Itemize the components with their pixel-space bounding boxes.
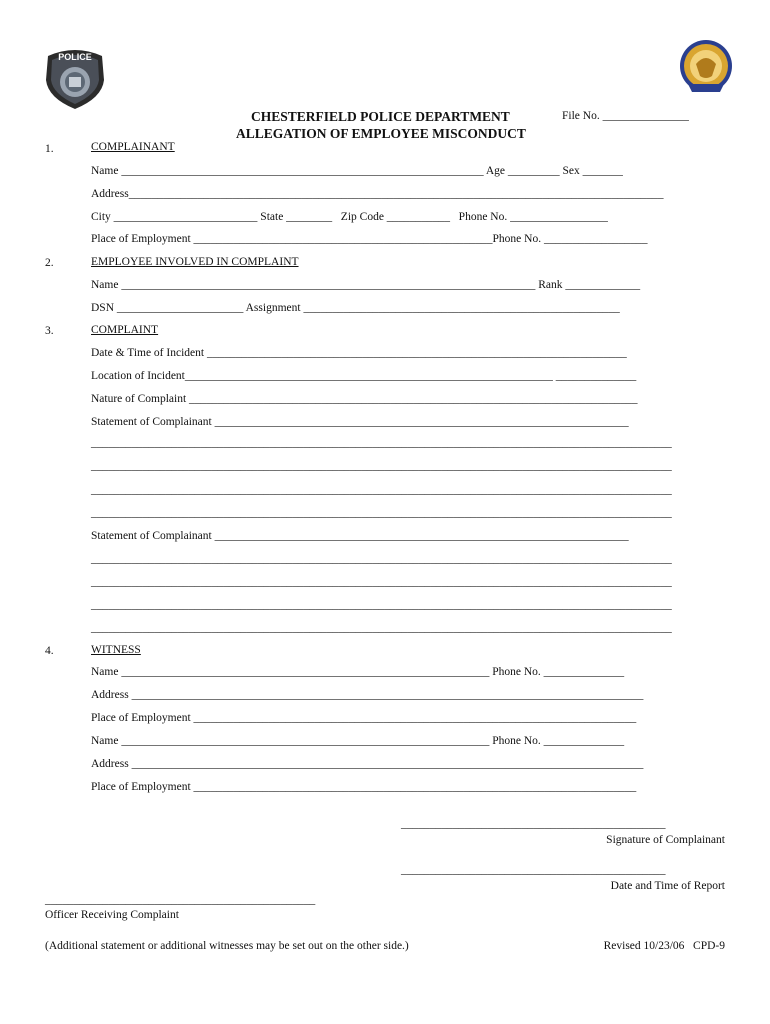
- statement-blank-line[interactable]: _____________________________________________________________________________________________________: [91, 507, 672, 519]
- statement-blank-line[interactable]: _____________________________________________________________________________________________________: [91, 437, 672, 449]
- employee-name-field[interactable]: Name ________________________________________________________________________ Rank _____________: [91, 279, 641, 291]
- state-seal-logo: [678, 36, 734, 96]
- section-number-1: 1.: [45, 143, 54, 155]
- complainant-employment-field[interactable]: Place of Employment ____________________________________________________Phone No. __________________: [91, 233, 648, 245]
- employee-dsn-field[interactable]: DSN ______________________ Assignment _______________________________________________________: [91, 302, 620, 314]
- revision-label: Revised 10/23/06 CPD-9: [603, 940, 725, 952]
- complainant-signature-label: Signature of Complainant: [606, 834, 725, 846]
- complainant-name-field[interactable]: Name _______________________________________________________________ Age _________ Sex _______: [91, 165, 623, 177]
- statement-blank-line[interactable]: _____________________________________________________________________________________________________: [91, 576, 672, 588]
- police-badge-logo: [42, 46, 108, 110]
- section-heading-witness: WITNESS: [91, 644, 141, 656]
- section-heading-employee: EMPLOYEE INVOLVED IN COMPLAINT: [91, 256, 299, 268]
- file-no-field[interactable]: File No. _______________: [562, 110, 689, 122]
- witness1-address-field[interactable]: Address _________________________________________________________________________________________: [91, 689, 644, 701]
- report-datetime-line[interactable]: ______________________________________________: [401, 864, 666, 876]
- witness2-name-field[interactable]: Name ________________________________________________________________ Phone No. ______________: [91, 735, 625, 747]
- incident-datetime-field[interactable]: Date & Time of Incident _________________________________________________________________________: [91, 347, 627, 359]
- statement-label-2[interactable]: Statement of Complainant ________________________________________________________________________: [91, 530, 629, 542]
- complainant-signature-line[interactable]: ______________________________________________: [401, 818, 666, 830]
- statement-blank-line[interactable]: _____________________________________________________________________________________________________: [91, 553, 672, 565]
- footer-note: (Additional statement or additional witnesses may be set out on the other side.): [45, 940, 409, 952]
- complainant-address-field[interactable]: Address_____________________________________________________________________________________________: [91, 188, 664, 200]
- incident-location-field[interactable]: Location of Incident________________________________________________________________ ______________: [91, 370, 637, 382]
- statement-blank-line[interactable]: _____________________________________________________________________________________________________: [91, 460, 672, 472]
- report-datetime-label: Date and Time of Report: [610, 880, 725, 892]
- officer-signature-line[interactable]: _______________________________________________: [45, 894, 316, 906]
- statement-blank-line[interactable]: _____________________________________________________________________________________________________: [91, 484, 672, 496]
- witness2-address-field[interactable]: Address _________________________________________________________________________________________: [91, 758, 644, 770]
- statement-blank-line[interactable]: _____________________________________________________________________________________________________: [91, 599, 672, 611]
- section-heading-complainant: COMPLAINANT: [91, 141, 175, 153]
- badge-text: POLICE: [58, 52, 92, 62]
- section-number-3: 3.: [45, 325, 54, 337]
- officer-signature-label: Officer Receiving Complaint: [45, 909, 179, 921]
- witness1-name-field[interactable]: Name ________________________________________________________________ Phone No. ______________: [91, 666, 625, 678]
- form-title-line1: CHESTERFIELD POLICE DEPARTMENT: [251, 109, 510, 124]
- section-number-4: 4.: [45, 645, 54, 657]
- witness1-employment-field[interactable]: Place of Employment _____________________________________________________________________________: [91, 712, 637, 724]
- section-number-2: 2.: [45, 257, 54, 269]
- form-title-line2: ALLEGATION OF EMPLOYEE MISCONDUCT: [236, 126, 526, 141]
- complainant-city-field[interactable]: City _________________________ State ________ Zip Code ___________ Phone No. _________________: [91, 211, 608, 223]
- witness2-employment-field[interactable]: Place of Employment _____________________________________________________________________________: [91, 781, 637, 793]
- statement-blank-line[interactable]: _____________________________________________________________________________________________________: [91, 622, 672, 634]
- statement-label-1[interactable]: Statement of Complainant ________________________________________________________________________: [91, 416, 629, 428]
- section-heading-complaint: COMPLAINT: [91, 324, 159, 336]
- complaint-nature-field[interactable]: Nature of Complaint ______________________________________________________________________________: [91, 393, 638, 405]
